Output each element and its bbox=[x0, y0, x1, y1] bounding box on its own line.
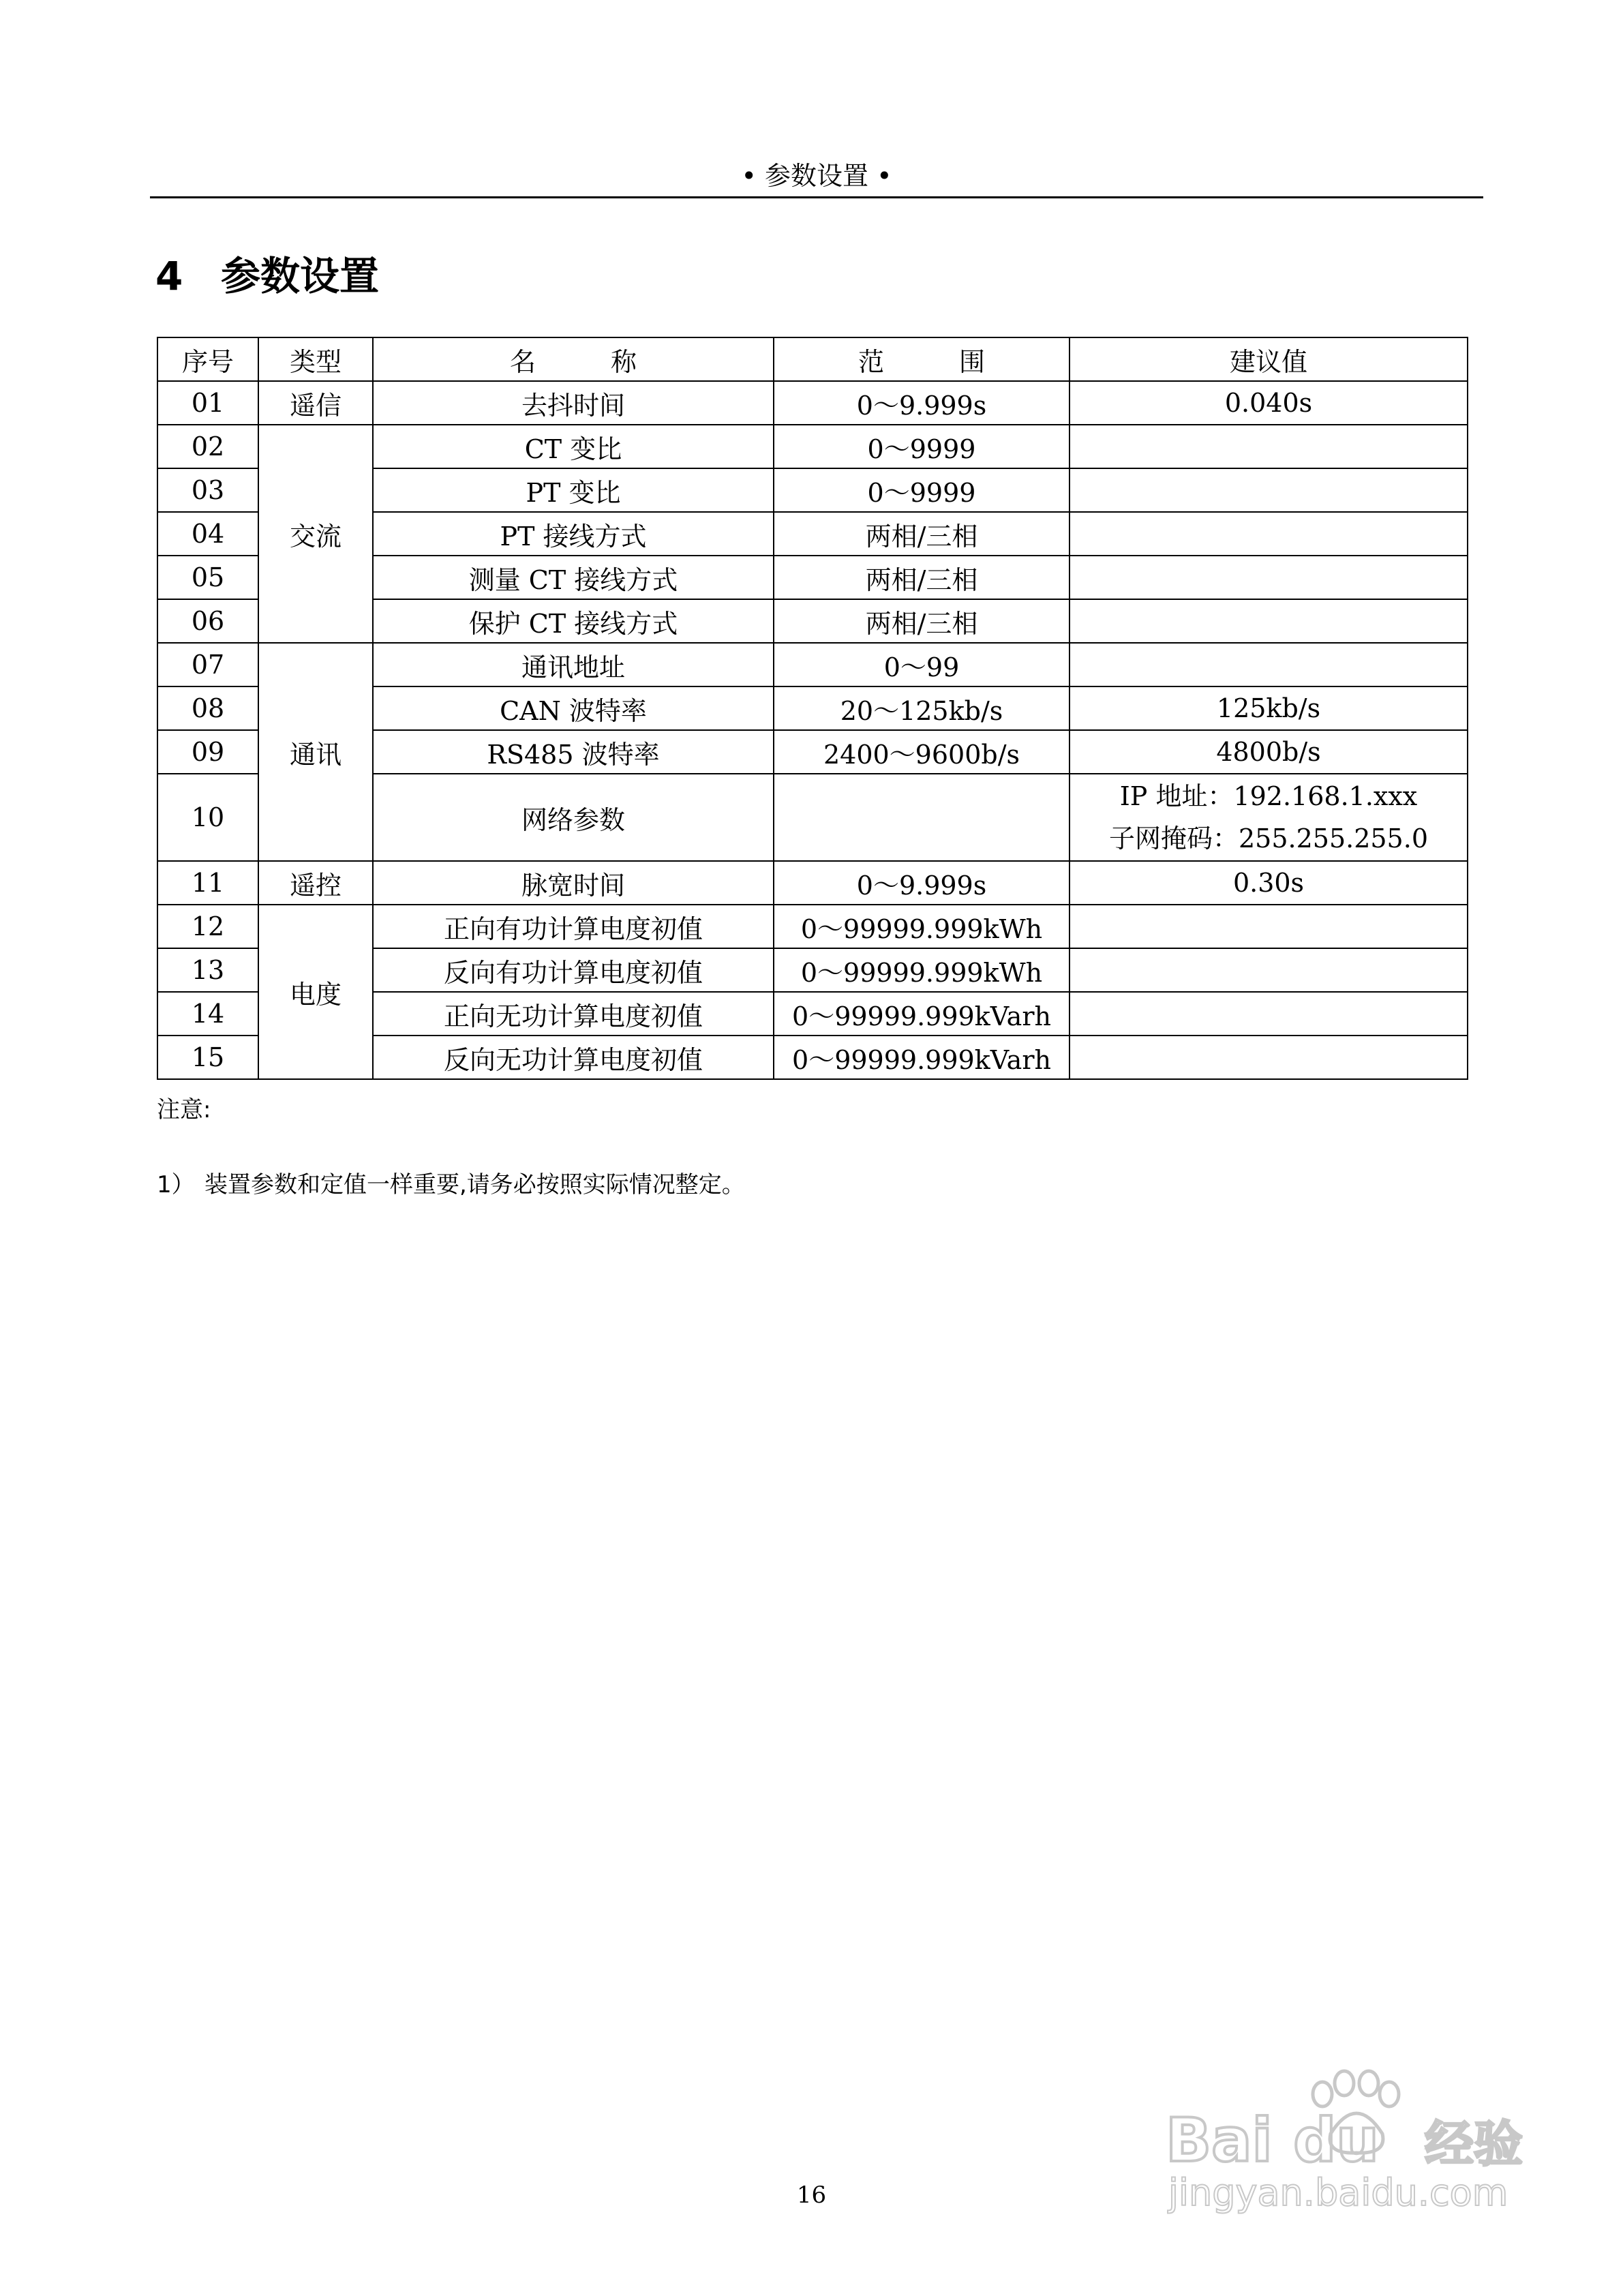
table-row bbox=[157, 905, 1468, 948]
header-seq: 序号 bbox=[157, 337, 258, 381]
cell-seq: 01 bbox=[157, 381, 258, 425]
cell-seq: 04 bbox=[157, 512, 258, 556]
cell-type: 遥控 bbox=[258, 861, 373, 905]
header-type: 类型 bbox=[258, 337, 373, 381]
cell-seq: 05 bbox=[157, 556, 258, 599]
table-row bbox=[157, 425, 1468, 468]
cell-range: 0～99999.999kVarh bbox=[774, 1036, 1070, 1079]
cell-name: PT 接线方式 bbox=[373, 512, 774, 556]
watermark-brand: Bai du bbox=[1166, 2105, 1379, 2175]
cell-seq: 10 bbox=[157, 774, 258, 861]
cell-type: 交流 bbox=[258, 425, 373, 643]
cell-seq: 02 bbox=[157, 425, 258, 468]
cell-type: 遥信 bbox=[258, 381, 373, 425]
notes-label: 注意: bbox=[157, 1096, 211, 1123]
cell-range: 0～9.999s bbox=[774, 381, 1070, 425]
cell-suggested: 0.30s bbox=[1070, 861, 1468, 905]
cell-name: 反向无功计算电度初值 bbox=[373, 1036, 774, 1079]
cell-suggested bbox=[1070, 905, 1468, 948]
note-item bbox=[157, 1166, 745, 1199]
table-row bbox=[157, 381, 1468, 425]
cell-range bbox=[774, 774, 1070, 861]
baidu-jingyan-watermark bbox=[1152, 2052, 1534, 2216]
cell-range: 0～99 bbox=[774, 643, 1070, 686]
cell-range: 两相/三相 bbox=[774, 599, 1070, 643]
cell-seq: 07 bbox=[157, 643, 258, 686]
header-name bbox=[373, 337, 774, 381]
cell-suggested bbox=[1070, 556, 1468, 599]
cell-suggested bbox=[1070, 992, 1468, 1036]
cell-range: 0～99999.999kVarh bbox=[774, 992, 1070, 1036]
cell-seq: 15 bbox=[157, 1036, 258, 1079]
cell-range: 两相/三相 bbox=[774, 512, 1070, 556]
cell-name: RS485 波特率 bbox=[373, 730, 774, 774]
cell-type: 通讯 bbox=[258, 643, 373, 861]
cell-suggested bbox=[1070, 425, 1468, 468]
header-range bbox=[774, 337, 1070, 381]
cell-seq: 03 bbox=[157, 468, 258, 512]
cell-seq: 08 bbox=[157, 686, 258, 730]
table-row bbox=[157, 861, 1468, 905]
cell-suggested bbox=[1070, 948, 1468, 992]
cell-name: 通讯地址 bbox=[373, 643, 774, 686]
cell-seq: 12 bbox=[157, 905, 258, 948]
running-header: • 参数设置 • bbox=[741, 161, 892, 191]
table-header-row bbox=[157, 337, 1468, 381]
cell-suggested: 4800b/s bbox=[1070, 730, 1468, 774]
cell-seq: 13 bbox=[157, 948, 258, 992]
parameter-table bbox=[157, 337, 1468, 1080]
note-text: 装置参数和定值一样重要,请务必按照实际情况整定。 bbox=[204, 1171, 745, 1198]
header-name-char1: 名 bbox=[509, 346, 536, 377]
cell-range: 0～9.999s bbox=[774, 861, 1070, 905]
cell-suggested: 0.040s bbox=[1070, 381, 1468, 425]
watermark-url: jingyan.baidu.com bbox=[1168, 2171, 1508, 2214]
cell-name: 脉宽时间 bbox=[373, 861, 774, 905]
header-name-char2: 称 bbox=[611, 346, 637, 377]
section-title-text: 参数设置 bbox=[221, 253, 380, 299]
cell-range: 20～125kb/s bbox=[774, 686, 1070, 730]
cell-suggested bbox=[1070, 512, 1468, 556]
subnet-mask-value: 子网掩码：255.255.255.0 bbox=[1108, 824, 1428, 854]
cell-seq: 09 bbox=[157, 730, 258, 774]
header-rule bbox=[150, 196, 1483, 198]
header-range-char1: 范 bbox=[858, 346, 884, 377]
header-range-char2: 围 bbox=[959, 346, 986, 377]
cell-seq: 14 bbox=[157, 992, 258, 1036]
cell-name: CAN 波特率 bbox=[373, 686, 774, 730]
watermark-cn: 经验 bbox=[1425, 2115, 1523, 2173]
cell-suggested bbox=[1070, 1036, 1468, 1079]
cell-range: 两相/三相 bbox=[774, 556, 1070, 599]
cell-suggested: 125kb/s bbox=[1070, 686, 1468, 730]
cell-name: CT 变比 bbox=[373, 425, 774, 468]
cell-suggested bbox=[1070, 774, 1468, 861]
cell-name: 去抖时间 bbox=[373, 381, 774, 425]
cell-name: 反向有功计算电度初值 bbox=[373, 948, 774, 992]
cell-seq: 06 bbox=[157, 599, 258, 643]
cell-range: 0～9999 bbox=[774, 468, 1070, 512]
cell-range: 0～99999.999kWh bbox=[774, 905, 1070, 948]
note-index: 1） bbox=[157, 1171, 195, 1198]
header-suggested: 建议值 bbox=[1070, 337, 1468, 381]
cell-suggested bbox=[1070, 599, 1468, 643]
page-number: 16 bbox=[796, 2181, 827, 2209]
cell-range: 2400～9600b/s bbox=[774, 730, 1070, 774]
cell-name: 保护 CT 接线方式 bbox=[373, 599, 774, 643]
cell-name: 正向无功计算电度初值 bbox=[373, 992, 774, 1036]
table-row bbox=[157, 643, 1468, 686]
section-heading bbox=[155, 245, 379, 307]
cell-seq: 11 bbox=[157, 861, 258, 905]
cell-name: 测量 CT 接线方式 bbox=[373, 556, 774, 599]
cell-suggested bbox=[1070, 468, 1468, 512]
cell-name: 网络参数 bbox=[373, 774, 774, 861]
cell-type: 电度 bbox=[258, 905, 373, 1079]
cell-range: 0～99999.999kWh bbox=[774, 948, 1070, 992]
ip-address-value: IP 地址：192.168.1.xxx bbox=[1119, 781, 1418, 811]
cell-name: PT 变比 bbox=[373, 468, 774, 512]
cell-range: 0～9999 bbox=[774, 425, 1070, 468]
cell-name: 正向有功计算电度初值 bbox=[373, 905, 774, 948]
section-number: 4 bbox=[155, 253, 183, 299]
cell-suggested bbox=[1070, 643, 1468, 686]
